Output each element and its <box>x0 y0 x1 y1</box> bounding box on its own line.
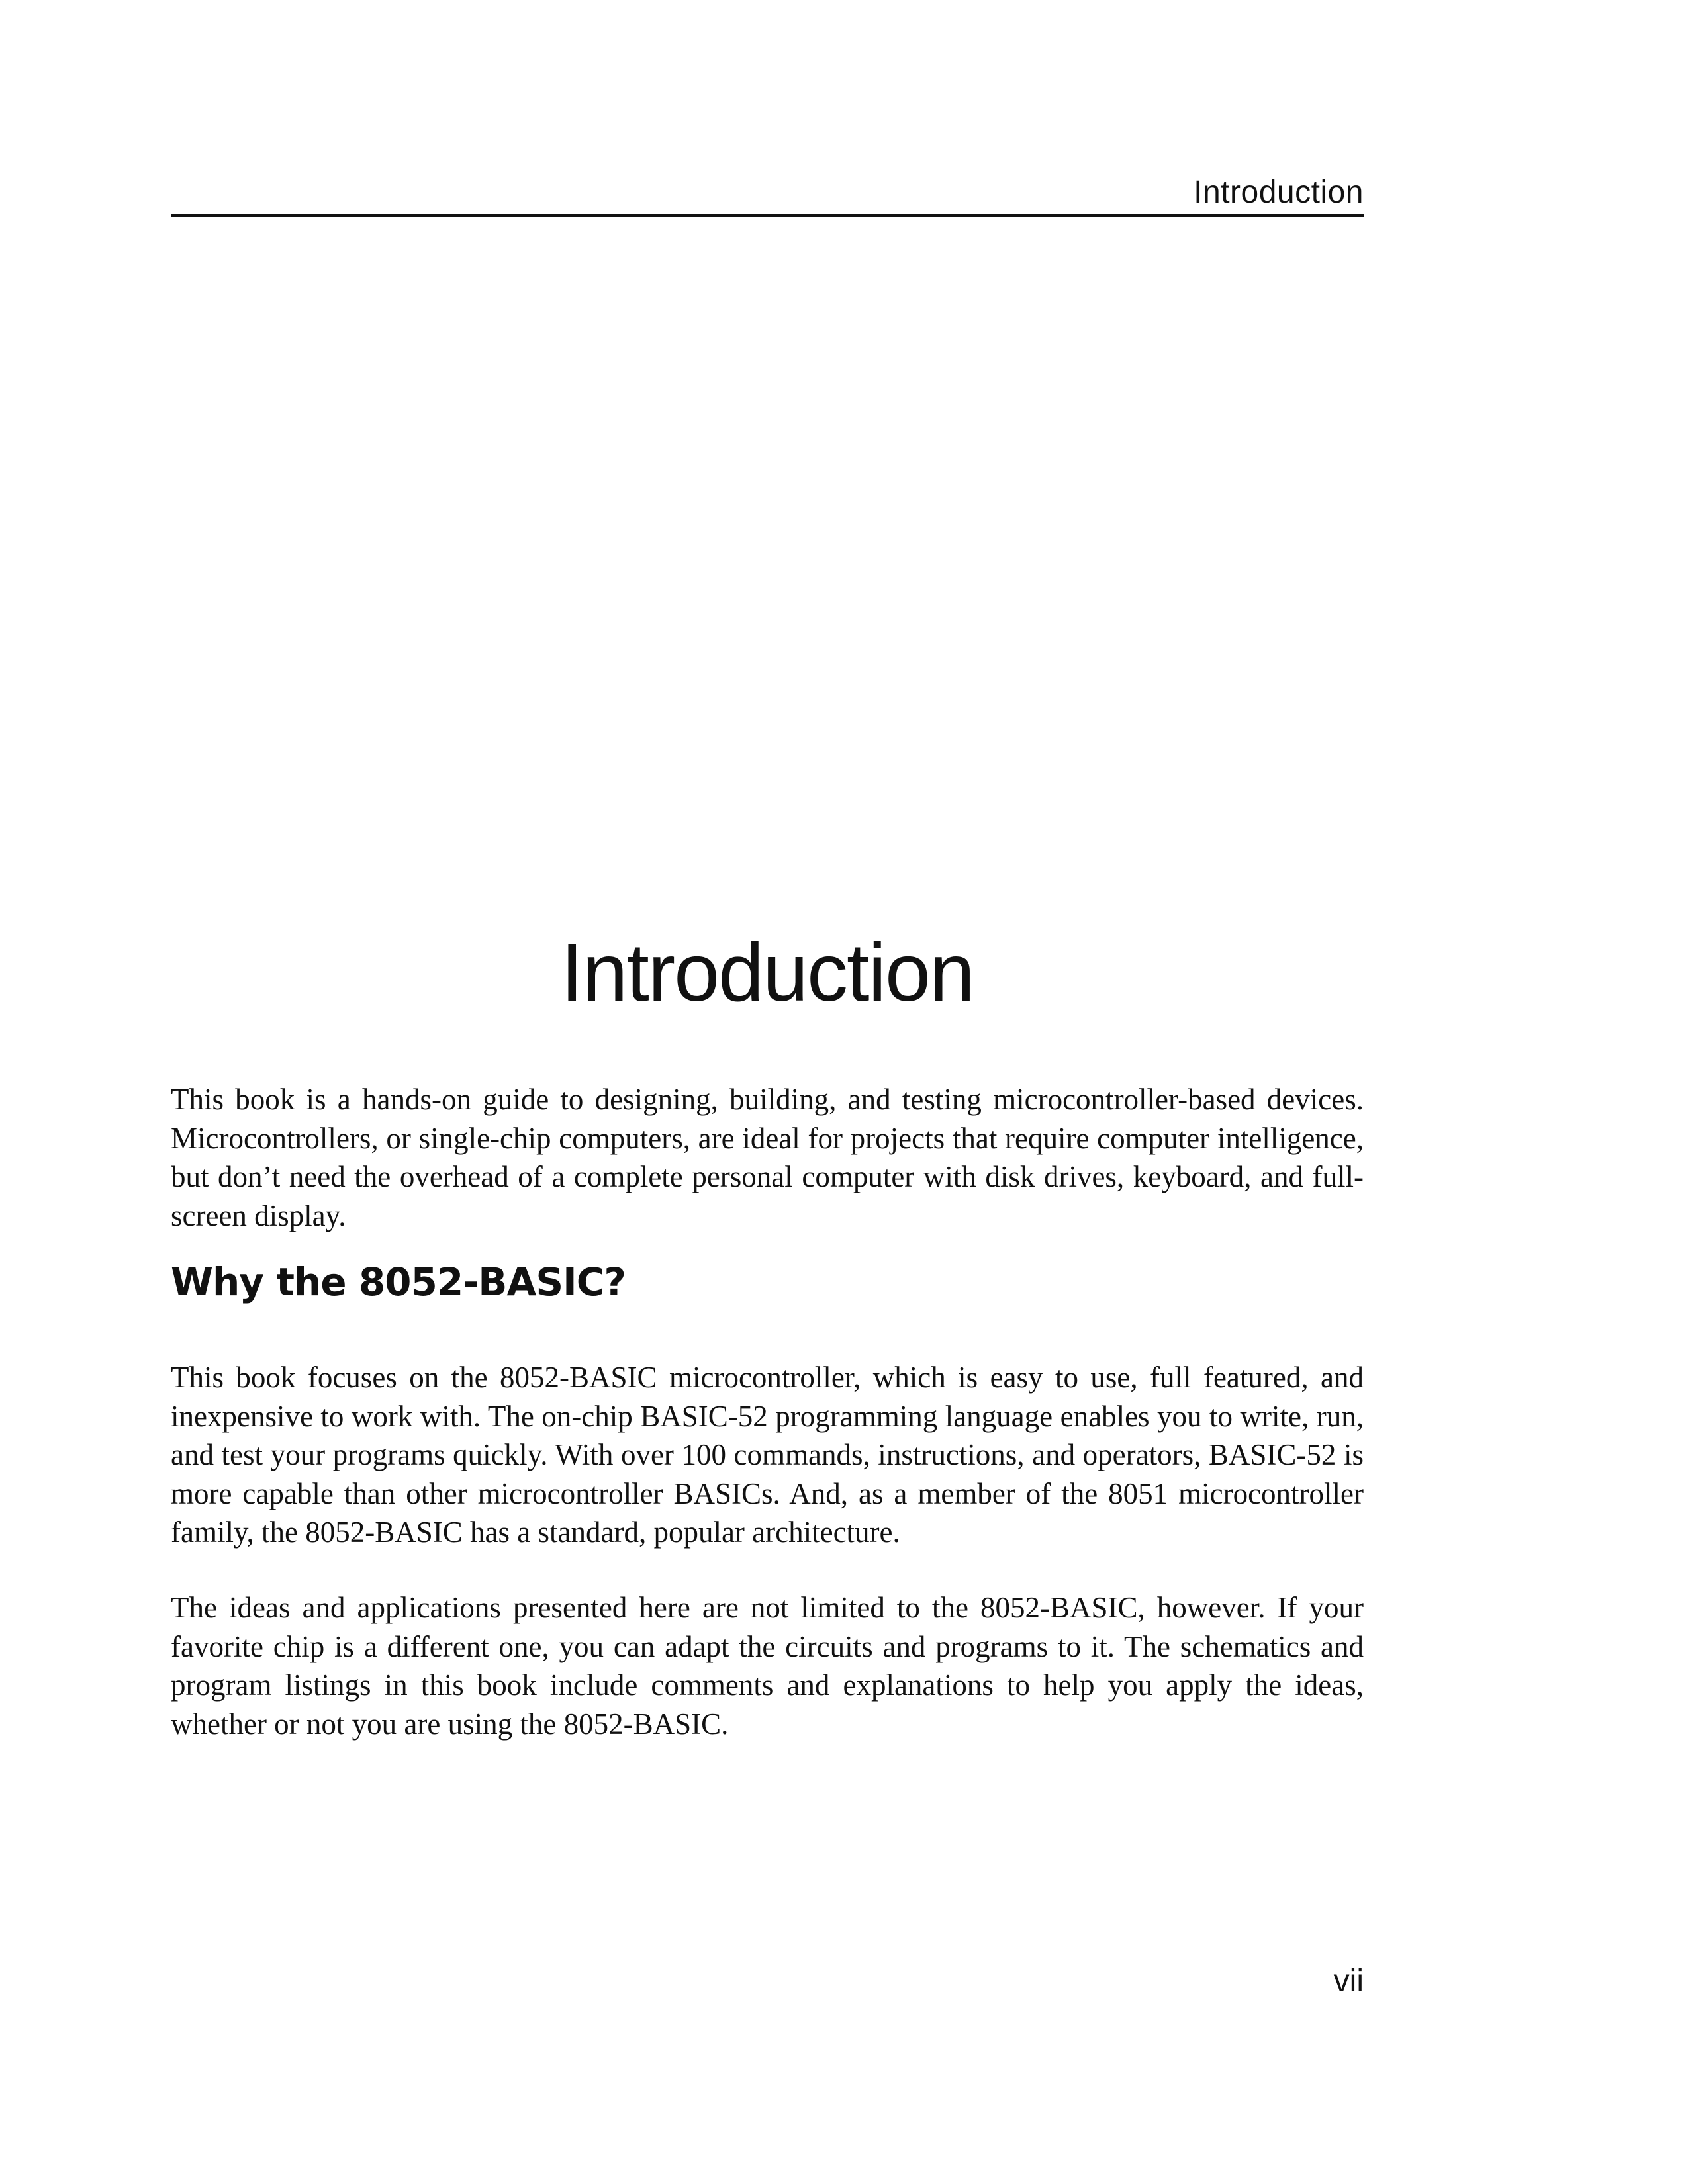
section-paragraph-2: The ideas and applications presented here are not limited to the 8052-BASIC, however. If your favorite chip is a different one, you can adapt the circuits and programs to it. The schematics and program listings in this book include comments and explanations to help you apply the ideas, whether or not you are using the 8052-BASIC. <box>171 1591 1364 1741</box>
running-head-title: Introduction <box>1194 175 1364 210</box>
intro-paragraph: This book is a hands-on guide to designing, building, and testing microcontroller-based devices. Microcontrollers, or single-chip computers, are ideal for projects that require computer intelligence, but don’t need the overhead of a complete personal computer with disk drives, keyboard, and full-screen display. <box>171 1083 1364 1232</box>
section-heading-why-8052-basic: Why the 8052-BASIC? <box>171 1259 626 1304</box>
running-head <box>171 171 1364 217</box>
section-paragraph-1: This book focuses on the 8052-BASIC microcontroller, which is easy to use, full featured, and inexpensive to work with. The on-chip BASIC-52 programming language enables you to write, run, and test your programs quickly. With over 100 commands, instructions, and operators, BASIC-52 is more capable than other microcontroller BASICs. And, as a member of the 8051 microcontroller family, the 8052-BASIC has a standard, popular architecture. <box>171 1361 1364 1549</box>
chapter-title: Introduction <box>561 927 974 1019</box>
page-number: vii <box>1333 1964 1364 1999</box>
